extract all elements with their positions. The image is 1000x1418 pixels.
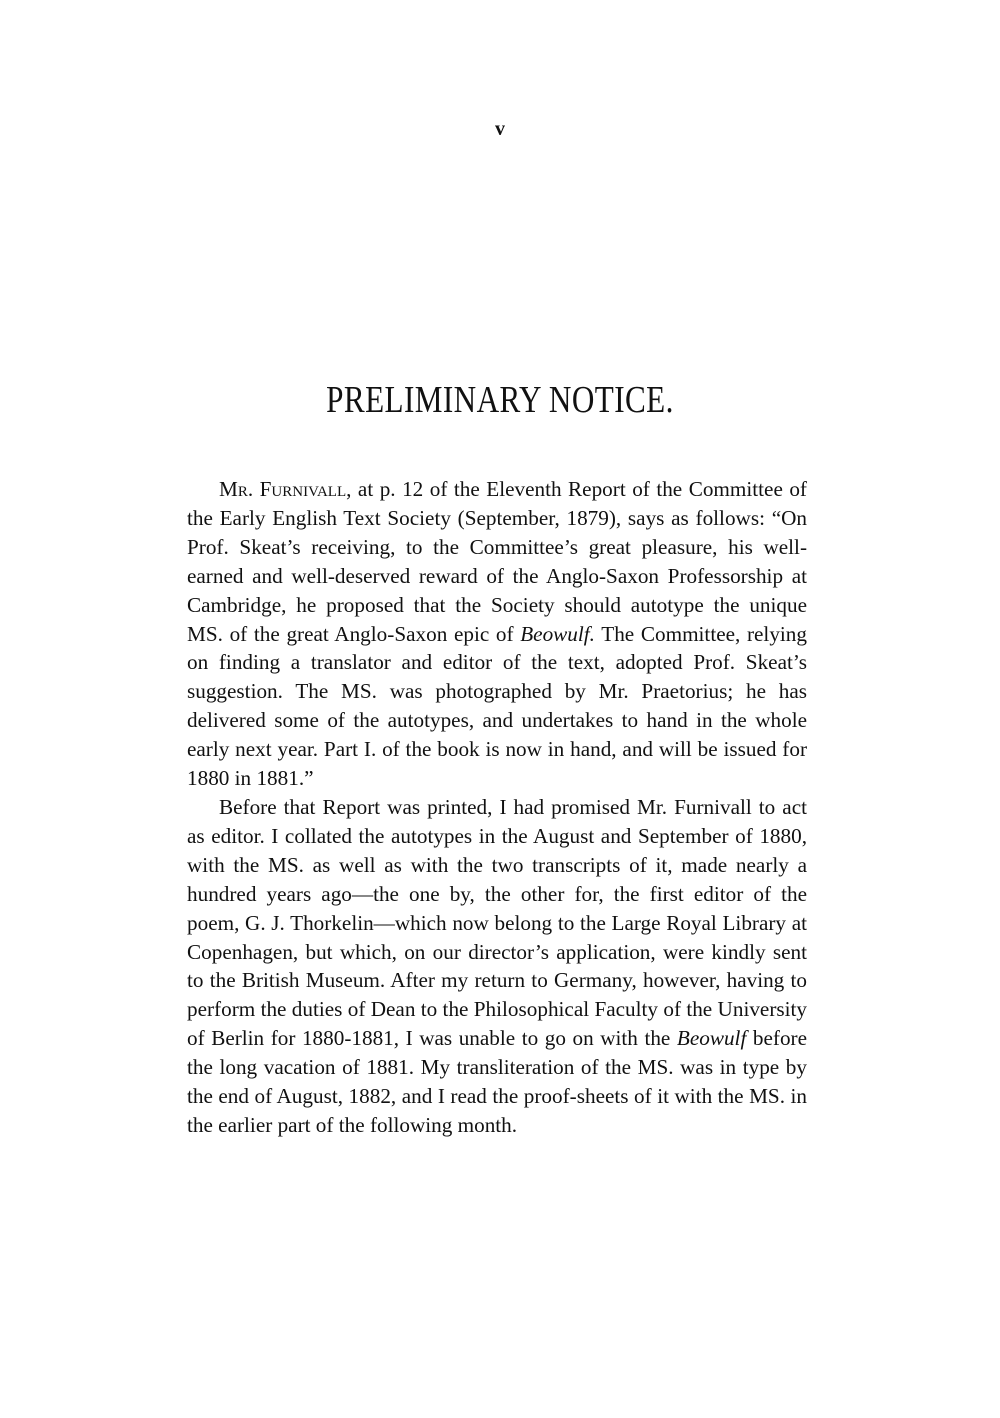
paragraph-2-italic-beowulf: Beowulf xyxy=(676,1026,747,1051)
author-name: Mr. Furnivall xyxy=(219,477,347,501)
paragraph-1-text-2: The Committee, relying on finding a translator and editor of the text, adopted Prof. Skeat’s suggestion. The MS. was photographed by Mr. Praetorius; he has delivered some of the autotypes, and undertakes to hand in the whole early next year. Part I. of the book is now in hand, and will be issued for 1880 in 1881.” xyxy=(187,621,807,791)
paragraph-2-text-2: before the long vacation of 1881. My transliteration of the MS. was in type by the end of August, 1882, and I read the proof-sheets of it with the MS. in the earlier part of the following month. xyxy=(187,1026,807,1137)
paragraph-1-text-1: , at p. 12 of the Eleventh Report of the Committee of the Early English Text Society (September, 1879), says as follows: “On Prof. Skeat’s receiving, to the Committee’s great pleasure, his well-earned and well-deserved reward of the Anglo-Saxon Professorship at Cambridge, he proposed that the Society should autotype the unique MS. of the great Anglo-Saxon epic of xyxy=(187,477,807,646)
paragraph-1-italic-beowulf: Beowulf. xyxy=(520,621,595,646)
body-text xyxy=(187,475,807,1140)
page-number: v xyxy=(495,118,505,140)
paragraph-2-text-1: Before that Report was printed, I had promised Mr. Furnivall to act as editor. I collated the autotypes in the August and September of 1880, with the MS. as well as with the two transcripts of it, made nearly a hundred years ago—the one by, the other for, the first editor of the poem, G. J. Thorkelin—which now belong to the Large Royal Library at Copenhagen, but which, on our director’s application, were kindly sent to the British Museum. After my return to Germany, however, having to perform the duties of Dean to the Philosophical Faculty of the University of Berlin for 1880-1881, I was unable to go on with the xyxy=(187,794,807,1051)
page-title: PRELIMINARY NOTICE. xyxy=(326,379,674,421)
paragraph-1 xyxy=(187,475,807,793)
paragraph-2 xyxy=(187,793,807,1140)
